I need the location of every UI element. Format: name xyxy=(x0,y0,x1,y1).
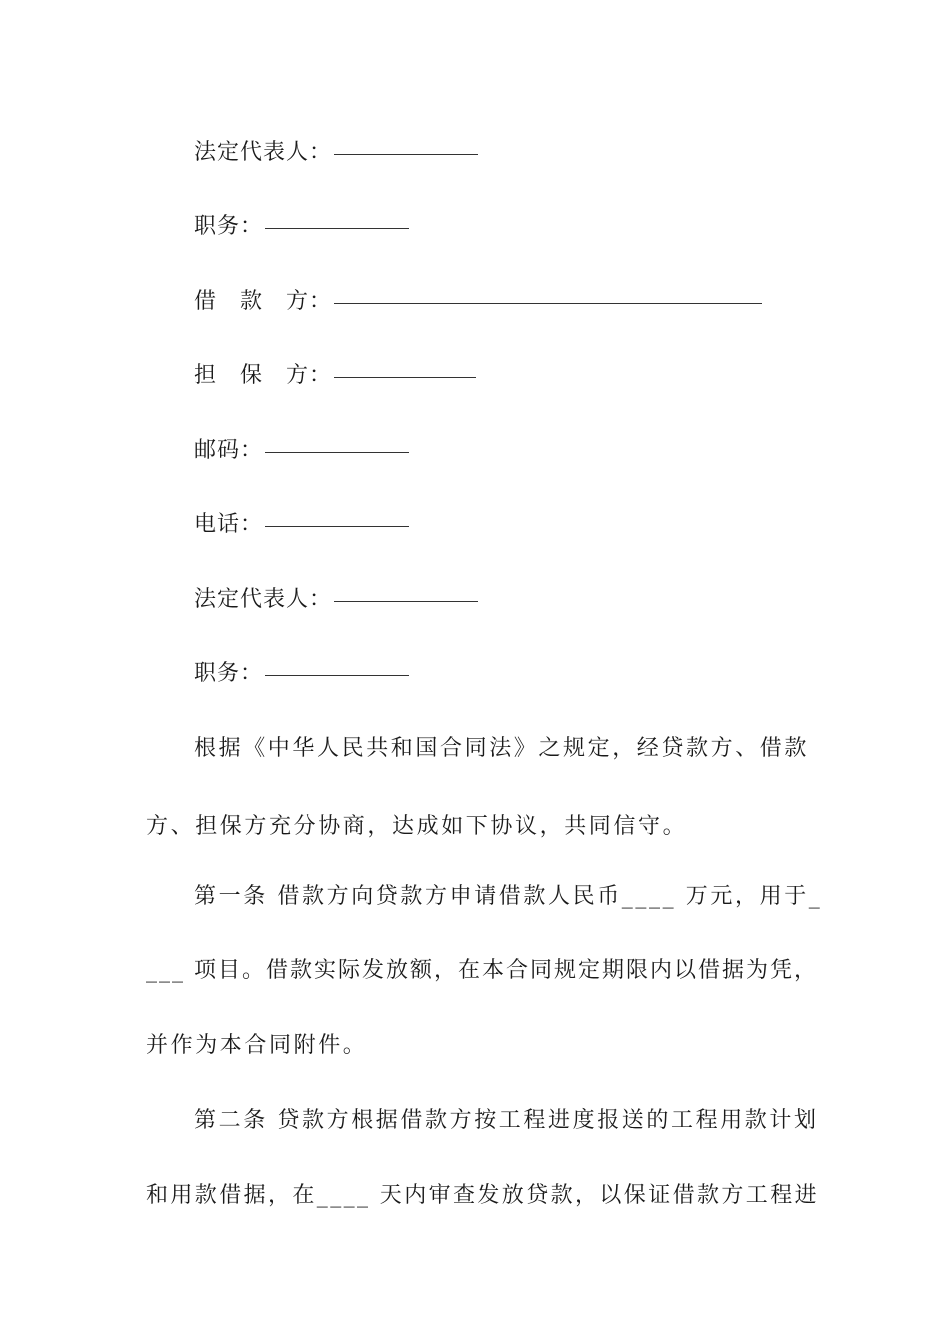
field-label: 邮码： xyxy=(194,438,264,463)
paragraph-line: 第一条 借款方向贷款方申请借款人民币____ 万元，用于_ xyxy=(194,884,823,909)
guarantor-field xyxy=(194,361,476,391)
field-label: 借 款 方： xyxy=(194,289,333,314)
blank-line xyxy=(334,153,478,155)
legal-representative-field-1 xyxy=(194,138,478,168)
phone-field xyxy=(194,510,409,540)
blank-line xyxy=(265,227,409,229)
paragraph-line: 和用款借据，在____ 天内审查发放贷款，以保证借款方工程进 xyxy=(146,1183,819,1208)
paragraph-line: 方、担保方充分协商，达成如下协议，共同信守。 xyxy=(146,814,688,839)
field-label: 电话： xyxy=(194,512,264,537)
field-label: 法定代表人： xyxy=(194,587,333,612)
paragraph-line: ___ 项目。借款实际发放额，在本合同规定期限内以借据为凭， xyxy=(146,958,818,983)
borrower-field xyxy=(194,287,762,317)
field-label: 职务： xyxy=(194,661,264,686)
legal-representative-field-2 xyxy=(194,585,478,615)
blank-line xyxy=(334,376,476,378)
blank-line xyxy=(334,302,762,304)
blank-line xyxy=(334,600,478,602)
blank-line xyxy=(265,525,409,527)
paragraph-line: 根据《中华人民共和国合同法》之规定，经贷款方、借款 xyxy=(194,736,810,761)
position-field-1 xyxy=(194,212,409,242)
field-label: 担 保 方： xyxy=(194,363,333,388)
blank-line xyxy=(265,451,409,453)
field-label: 法定代表人： xyxy=(194,140,333,165)
paragraph-line: 并作为本合同附件。 xyxy=(146,1033,368,1058)
blank-line xyxy=(265,674,409,676)
position-field-2 xyxy=(194,659,409,689)
field-label: 职务： xyxy=(194,214,264,239)
postal-code-field xyxy=(194,436,409,466)
paragraph-line: 第二条 贷款方根据借款方按工程进度报送的工程用款计划 xyxy=(194,1108,819,1133)
